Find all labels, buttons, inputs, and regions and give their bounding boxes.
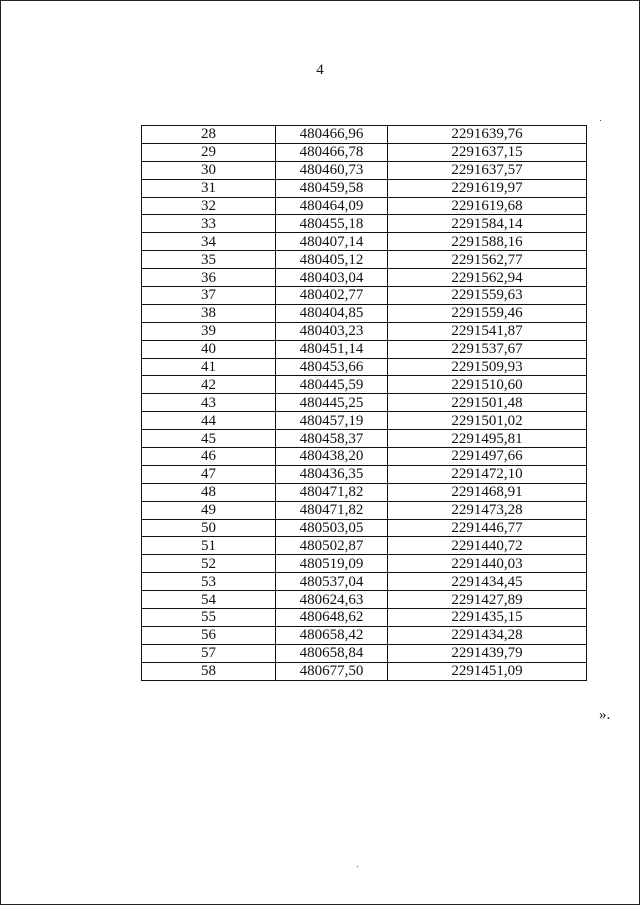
x-coordinate-cell: 480648,62: [276, 609, 388, 627]
y-coordinate-cell: 2291639,76: [388, 126, 587, 144]
table-row: [142, 483, 587, 501]
table-row: [142, 161, 587, 179]
table-row: [142, 519, 587, 537]
table-row: [142, 340, 587, 358]
point-number-cell: 51: [142, 537, 276, 555]
table-row: [142, 573, 587, 591]
point-number-cell: 58: [142, 662, 276, 680]
point-number-cell: 48: [142, 483, 276, 501]
point-number-cell: 37: [142, 287, 276, 305]
y-coordinate-cell: 2291440,72: [388, 537, 587, 555]
point-number-cell: 28: [142, 126, 276, 144]
table-row: [142, 358, 587, 376]
table-row: [142, 215, 587, 233]
point-number-cell: 55: [142, 609, 276, 627]
table-row: [142, 501, 587, 519]
y-coordinate-cell: 2291446,77: [388, 519, 587, 537]
x-coordinate-cell: 480677,50: [276, 662, 388, 680]
point-number-cell: 30: [142, 161, 276, 179]
x-coordinate-cell: 480453,66: [276, 358, 388, 376]
y-coordinate-cell: 2291501,48: [388, 394, 587, 412]
table-row: [142, 448, 587, 466]
table-row: [142, 662, 587, 680]
table-row: [142, 126, 587, 144]
y-coordinate-cell: 2291559,63: [388, 287, 587, 305]
point-number-cell: 54: [142, 591, 276, 609]
table-row: [142, 143, 587, 161]
x-coordinate-cell: 480471,82: [276, 501, 388, 519]
table-row: [142, 430, 587, 448]
x-coordinate-cell: 480436,35: [276, 465, 388, 483]
y-coordinate-cell: 2291541,87: [388, 322, 587, 340]
x-coordinate-cell: 480624,63: [276, 591, 388, 609]
y-coordinate-cell: 2291497,66: [388, 448, 587, 466]
x-coordinate-cell: 480658,42: [276, 626, 388, 644]
x-coordinate-cell: 480466,78: [276, 143, 388, 161]
y-coordinate-cell: 2291584,14: [388, 215, 587, 233]
closing-quote-mark: ».: [599, 707, 611, 723]
point-number-cell: 40: [142, 340, 276, 358]
x-coordinate-cell: 480519,09: [276, 555, 388, 573]
x-coordinate-cell: 480455,18: [276, 215, 388, 233]
point-number-cell: 50: [142, 519, 276, 537]
y-coordinate-cell: 2291451,09: [388, 662, 587, 680]
point-number-cell: 41: [142, 358, 276, 376]
table-row: [142, 322, 587, 340]
y-coordinate-cell: 2291637,15: [388, 143, 587, 161]
point-number-cell: 44: [142, 412, 276, 430]
y-coordinate-cell: 2291434,45: [388, 573, 587, 591]
table-row: [142, 465, 587, 483]
x-coordinate-cell: 480445,25: [276, 394, 388, 412]
table-row: [142, 626, 587, 644]
y-coordinate-cell: 2291588,16: [388, 233, 587, 251]
x-coordinate-cell: 480402,77: [276, 287, 388, 305]
x-coordinate-cell: 480502,87: [276, 537, 388, 555]
y-coordinate-cell: 2291439,79: [388, 644, 587, 662]
coordinates-table: [141, 125, 587, 681]
table-row: [142, 197, 587, 215]
x-coordinate-cell: 480459,58: [276, 179, 388, 197]
y-coordinate-cell: 2291501,02: [388, 412, 587, 430]
x-coordinate-cell: 480445,59: [276, 376, 388, 394]
x-coordinate-cell: 480464,09: [276, 197, 388, 215]
y-coordinate-cell: 2291495,81: [388, 430, 587, 448]
point-number-cell: 32: [142, 197, 276, 215]
y-coordinate-cell: 2291637,57: [388, 161, 587, 179]
point-number-cell: 56: [142, 626, 276, 644]
x-coordinate-cell: 480458,37: [276, 430, 388, 448]
point-number-cell: 47: [142, 465, 276, 483]
x-coordinate-cell: 480438,20: [276, 448, 388, 466]
x-coordinate-cell: 480658,84: [276, 644, 388, 662]
page-number: 4: [316, 62, 324, 78]
x-coordinate-cell: 480471,82: [276, 483, 388, 501]
y-coordinate-cell: 2291472,10: [388, 465, 587, 483]
point-number-cell: 38: [142, 304, 276, 322]
point-number-cell: 31: [142, 179, 276, 197]
table-row: [142, 251, 587, 269]
table-row: [142, 591, 587, 609]
y-coordinate-cell: 2291434,28: [388, 626, 587, 644]
y-coordinate-cell: 2291435,15: [388, 609, 587, 627]
coordinates-table-body: [142, 126, 587, 681]
point-number-cell: 39: [142, 322, 276, 340]
point-number-cell: 43: [142, 394, 276, 412]
x-coordinate-cell: 480404,85: [276, 304, 388, 322]
point-number-cell: 42: [142, 376, 276, 394]
y-coordinate-cell: 2291473,28: [388, 501, 587, 519]
point-number-cell: 45: [142, 430, 276, 448]
y-coordinate-cell: 2291510,60: [388, 376, 587, 394]
table-row: [142, 287, 587, 305]
y-coordinate-cell: 2291562,94: [388, 269, 587, 287]
point-number-cell: 29: [142, 143, 276, 161]
y-coordinate-cell: 2291440,03: [388, 555, 587, 573]
x-coordinate-cell: 480403,23: [276, 322, 388, 340]
y-coordinate-cell: 2291427,89: [388, 591, 587, 609]
point-number-cell: 33: [142, 215, 276, 233]
x-coordinate-cell: 480503,05: [276, 519, 388, 537]
x-coordinate-cell: 480407,14: [276, 233, 388, 251]
table-row: [142, 233, 587, 251]
point-number-cell: 35: [142, 251, 276, 269]
table-row: [142, 412, 587, 430]
x-coordinate-cell: 480451,14: [276, 340, 388, 358]
y-coordinate-cell: 2291619,97: [388, 179, 587, 197]
x-coordinate-cell: 480460,73: [276, 161, 388, 179]
x-coordinate-cell: 480457,19: [276, 412, 388, 430]
x-coordinate-cell: 480403,04: [276, 269, 388, 287]
scan-speck: [357, 866, 358, 867]
point-number-cell: 53: [142, 573, 276, 591]
y-coordinate-cell: 2291537,67: [388, 340, 587, 358]
table-row: [142, 644, 587, 662]
table-row: [142, 179, 587, 197]
point-number-cell: 52: [142, 555, 276, 573]
point-number-cell: 46: [142, 448, 276, 466]
scan-speck: [600, 120, 601, 121]
y-coordinate-cell: 2291468,91: [388, 483, 587, 501]
point-number-cell: 36: [142, 269, 276, 287]
point-number-cell: 34: [142, 233, 276, 251]
table-row: [142, 269, 587, 287]
table-row: [142, 555, 587, 573]
y-coordinate-cell: 2291619,68: [388, 197, 587, 215]
table-row: [142, 609, 587, 627]
y-coordinate-cell: 2291559,46: [388, 304, 587, 322]
x-coordinate-cell: 480405,12: [276, 251, 388, 269]
table-row: [142, 537, 587, 555]
point-number-cell: 57: [142, 644, 276, 662]
x-coordinate-cell: 480537,04: [276, 573, 388, 591]
y-coordinate-cell: 2291562,77: [388, 251, 587, 269]
x-coordinate-cell: 480466,96: [276, 126, 388, 144]
table-row: [142, 376, 587, 394]
point-number-cell: 49: [142, 501, 276, 519]
table-row: [142, 304, 587, 322]
y-coordinate-cell: 2291509,93: [388, 358, 587, 376]
table-row: [142, 394, 587, 412]
